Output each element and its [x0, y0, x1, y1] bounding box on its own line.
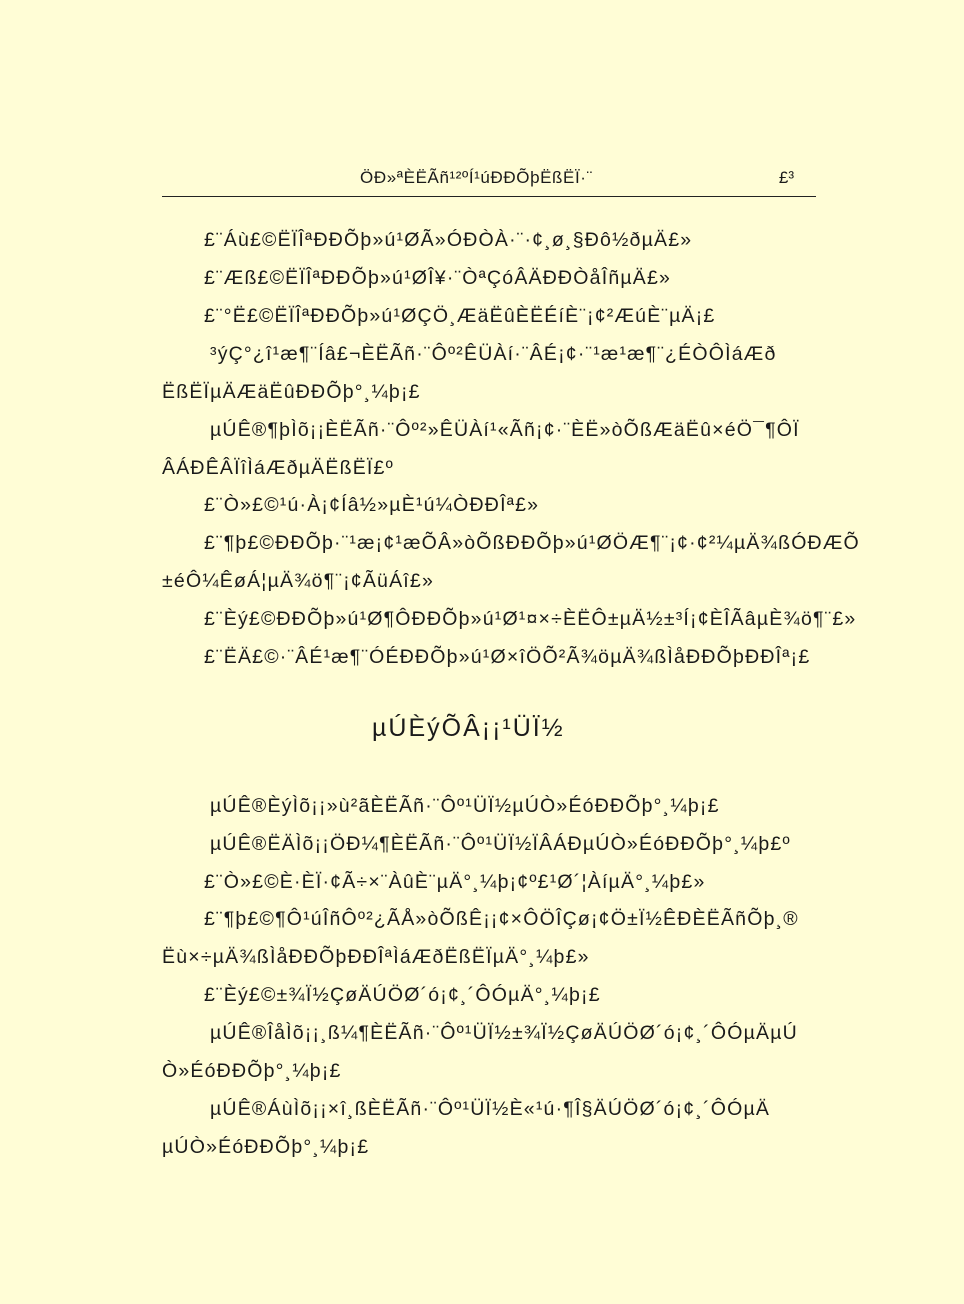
text-line: µÚÊ®¶þÌõ¡¡ÈËÃñ·¨Ôº²»ÊÜÀí¹«Ãñ¡¢·¨ÈË»òÕßÆäËû×éÖ¯¶ÔÏ: [210, 419, 800, 441]
text-line: £¨Æß£©ËÏÎªÐÐÕþ»ú¹ØÎ¥·¨ÒªÇóÂÄÐÐÒåÎñµÄ£»: [204, 267, 672, 289]
page-number: £³: [778, 168, 794, 187]
text-line: ËßËÏµÄÆäËûÐÐÕþ°¸¼þ¡£: [162, 381, 421, 403]
text-line: Ò»ÉóÐÐÕþ°¸¼þ¡£: [162, 1060, 342, 1082]
text-line: £¨Áù£©ËÏÎªÐÐÕþ»ú¹ØÃ»ÓÐÒÀ·¨·¢¸ø¸§Ðô½ðµÄ£»: [204, 229, 693, 251]
text-line: ±éÔ¼ÊøÁ¦µÄ¾ö¶¨¡¢ÃüÁî£»: [162, 570, 434, 592]
text-line: ÂÁÐÊÂÏîÌáÆðµÄËßËÏ£º: [162, 457, 394, 479]
section-heading: µÚÈýÕÂ¡¡¹ÜÏ½: [372, 714, 565, 742]
text-line: Ëù×÷µÄ¾ßÌåÐÐÕþÐÐÎªÌáÆðËßËÏµÄ°¸¼þ£»: [162, 946, 590, 968]
text-line: £¨Èý£©ÐÐÕþ»ú¹Ø¶ÔÐÐÕþ»ú¹Ø¹¤×÷ÈËÔ±µÄ½±³Í¡¢ÈÎÃâµÈ¾ö¶¨£»: [204, 608, 857, 630]
text-line: µÚÊ®ËÄÌõ¡¡ÖÐ¼¶ÈËÃñ·¨Ôº¹ÜÏ½ÏÂÁÐµÚÒ»ÉóÐÐÕþ°¸¼þ£º: [210, 833, 791, 855]
text-line: µÚÊ®ÈýÌõ¡¡»ù²ãÈËÃñ·¨Ôº¹ÜÏ½µÚÒ»ÉóÐÐÕþ°¸¼þ¡£: [210, 795, 720, 817]
text-line: µÚÊ®ÁùÌõ¡¡×î¸ßÈËÃñ·¨Ôº¹ÜÏ½È«¹ú·¶Î§ÄÚÖØ´ó¡¢¸´ÔÓµÄ: [210, 1098, 771, 1120]
text-line: £¨Ò»£©È·ÈÏ·¢Ã÷×¨ÀûÈ¨µÄ°¸¼þ¡¢º£¹Ø´¦ÀíµÄ°¸¼þ£»: [204, 871, 706, 893]
header-title: ÖÐ»ªÈËÃñ¹²ºÍ¹úÐÐÕþËßËÏ·¨: [360, 168, 593, 187]
text-line: £¨ËÄ£©·¨ÂÉ¹æ¶¨ÓÉÐÐÕþ»ú¹Ø×îÖÕ²Ã¾öµÄ¾ßÌåÐÐÕþÐÐÎª¡£: [204, 646, 811, 668]
header-rule: [162, 196, 816, 197]
text-line: £¨Ò»£©¹ú·À¡¢Íâ½»µÈ¹ú¼ÒÐÐÎª£»: [204, 494, 540, 516]
text-line: £¨°Ë£©ËÏÎªÐÐÕþ»ú¹ØÇÖ¸ÆäËûÈËÉíÈ¨¡¢²ÆúÈ¨µÄ¡£: [204, 305, 716, 327]
text-line: µÚÒ»ÉóÐÐÕþ°¸¼þ¡£: [162, 1136, 370, 1158]
text-line: £¨¶þ£©ÐÐÕþ·¨¹æ¡¢¹æÕÂ»òÕßÐÐÕþ»ú¹ØÖÆ¶¨¡¢·¢²¼µÄ¾ßÓÐÆÕ: [204, 532, 860, 554]
text-line: µÚÊ®ÎåÌõ¡¡¸ß¼¶ÈËÃñ·¨Ôº¹ÜÏ½±¾Ï½ÇøÄÚÖØ´ó¡¢¸´ÔÓµÄµÚ: [210, 1022, 798, 1044]
text-line: £¨Èý£©±¾Ï½ÇøÄÚÖØ´ó¡¢¸´ÔÓµÄ°¸¼þ¡£: [204, 984, 601, 1006]
running-header: [162, 166, 816, 194]
text-line: £¨¶þ£©¶Ô¹úÎñÔº²¿ÃÅ»òÕßÊ¡¡¢×ÔÖÎÇø¡¢Ö±Ï½ÊÐÈËÃñÕþ¸®: [204, 908, 799, 930]
text-line: ³ýÇ°¿î¹æ¶¨Íâ£¬ÈËÃñ·¨Ôº²ÊÜÀí·¨ÂÉ¡¢·¨¹æ¹æ¶¨¿ÉÒÔÌáÆð: [210, 343, 777, 365]
